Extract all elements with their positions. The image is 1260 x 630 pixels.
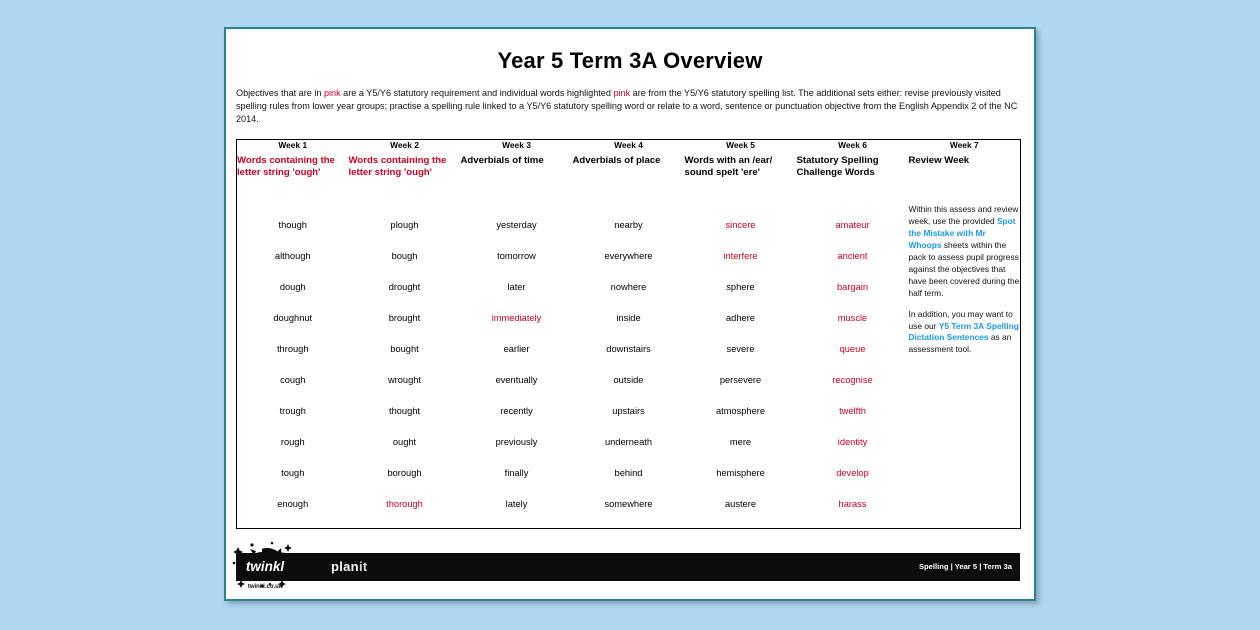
spelling-word: borough xyxy=(387,468,422,479)
spelling-word: bargain xyxy=(836,282,868,293)
spelling-word: develop xyxy=(836,468,869,479)
spelling-word-list xyxy=(573,204,685,528)
spelling-word: tough xyxy=(281,468,305,479)
week-number-label: Week 7 xyxy=(949,139,979,150)
spelling-word-list xyxy=(349,204,461,528)
spelling-word: atmosphere xyxy=(715,406,766,417)
table-body-cell-week-5 xyxy=(685,204,797,529)
spelling-word: later xyxy=(507,282,526,293)
spelling-word: somewhere xyxy=(604,499,653,510)
spelling-word: behind xyxy=(614,468,643,479)
table-body-cell-week-4 xyxy=(573,204,685,529)
spelling-word: dough xyxy=(279,282,306,293)
table-body-row xyxy=(237,204,1021,529)
spelling-word: immediately xyxy=(491,313,542,324)
resource-link[interactable]: Y5 Term 3A Spelling Dictation Sentences xyxy=(908,320,1019,343)
spelling-word: persevere xyxy=(719,375,762,386)
table-header-cell-week-7 xyxy=(909,139,1021,204)
spelling-word: mere xyxy=(729,437,752,448)
spelling-word: nearby xyxy=(614,220,643,231)
spelling-word: thorough xyxy=(386,499,423,510)
week-number-label: Week 1 xyxy=(278,139,308,150)
spelling-word: yesterday xyxy=(496,220,537,231)
text-run: In addition, you may want to use our xyxy=(908,308,1013,331)
resource-link[interactable]: Spot the Mistake with Mr Whoops xyxy=(908,216,1016,250)
footer-bar xyxy=(236,553,1020,581)
text-run: sheets within the pack to assess pupil progress against the objectives that have been covered during the half term. xyxy=(908,239,1020,298)
spelling-word: doughnut xyxy=(273,313,313,324)
week-number-label: Week 4 xyxy=(614,139,643,150)
page-footer xyxy=(226,553,1034,590)
spelling-word: everywhere xyxy=(604,251,653,262)
brand-it: it xyxy=(358,559,368,574)
spelling-word: identity xyxy=(837,437,868,448)
table-header-cell-week-5 xyxy=(685,139,797,204)
review-paragraph xyxy=(909,204,1021,299)
spelling-word: enough xyxy=(277,499,309,510)
text-run: Objectives that are in xyxy=(236,88,324,98)
spelling-word: amateur xyxy=(835,220,870,231)
spelling-word: ought xyxy=(392,437,417,448)
table-body-cell-week-3 xyxy=(461,204,573,529)
spelling-word: recently xyxy=(500,406,533,417)
spelling-word: tomorrow xyxy=(497,251,536,262)
table-body-cell-week-7 xyxy=(909,204,1021,529)
review-paragraph xyxy=(909,309,1021,357)
spelling-word: austere xyxy=(724,499,756,510)
table-header-cell-week-3 xyxy=(461,139,573,204)
week-number-label: Week 6 xyxy=(838,139,867,150)
week-objective-label: Adverbials of place xyxy=(572,154,661,166)
document-page xyxy=(224,27,1036,601)
spelling-word: hemisphere xyxy=(716,468,765,479)
spelling-word: upstairs xyxy=(612,406,645,417)
spelling-word: twelfth xyxy=(839,406,866,417)
spelling-word: sincere xyxy=(725,220,756,231)
spelling-word: adhere xyxy=(726,313,755,324)
spelling-word: cough xyxy=(280,375,306,386)
table-header-cell-week-2 xyxy=(349,139,461,204)
week-number-label: Week 5 xyxy=(726,139,755,150)
pink-highlight: pink xyxy=(323,88,341,98)
spelling-word: thought xyxy=(388,406,421,417)
twinkl-url: twinkl.co.uk xyxy=(247,584,283,590)
week-objective-label: Adverbials of time xyxy=(460,154,544,166)
week-number-label: Week 3 xyxy=(502,139,531,150)
spelling-word-list xyxy=(237,204,349,528)
spelling-word: harass xyxy=(838,499,867,510)
text-run: as an assessment tool. xyxy=(908,332,1012,355)
spelling-word: sphere xyxy=(726,282,755,293)
spelling-word: interfere xyxy=(723,251,758,262)
spelling-word: through xyxy=(276,344,309,355)
spelling-word: severe xyxy=(726,344,755,355)
spelling-word: wrought xyxy=(387,375,422,386)
text-run: are a Y5/Y6 statutory requirement and individual words highlighted xyxy=(340,88,614,98)
twinkl-wordmark: twinkl xyxy=(245,559,285,574)
spelling-word: drought xyxy=(388,282,421,293)
text-run: are from the Y5/Y6 statutory spelling list. The additional sets either: revise previously visited spelling rules from lower year groups; practise a spelling rule linked to a Y5/Y6 statutory spelling word or relate to a word, sentence or punctuation objective from the English Appendix 2 of the NC 2014. xyxy=(236,88,1018,124)
week-number-label: Week 2 xyxy=(390,139,419,150)
spelling-word-list xyxy=(461,204,573,528)
table-header-row xyxy=(237,139,1021,204)
spelling-word: queue xyxy=(839,344,866,355)
spelling-word-list xyxy=(797,204,909,528)
spelling-word: ancient xyxy=(837,251,868,262)
table-header-cell-week-1 xyxy=(237,139,349,204)
spelling-word: eventually xyxy=(495,375,538,386)
overview-table xyxy=(236,139,1021,530)
week-objective-label: Words containing the letter string 'ough' xyxy=(237,154,335,179)
spelling-word: recognise xyxy=(832,375,873,386)
spelling-word: underneath xyxy=(604,437,653,448)
spelling-word: lately xyxy=(505,499,528,510)
table-header-cell-week-6 xyxy=(797,139,909,204)
intro-paragraph xyxy=(236,87,1024,126)
spelling-word: although xyxy=(274,251,311,262)
spelling-word-list xyxy=(685,204,797,528)
spelling-word: nowhere xyxy=(610,282,647,293)
spelling-word: downstairs xyxy=(606,344,651,355)
table-body-cell-week-2 xyxy=(349,204,461,529)
week-objective-label: Statutory Spelling Challenge Words xyxy=(796,154,879,179)
table-body-cell-week-6 xyxy=(797,204,909,529)
week-objective-label: Review Week xyxy=(908,154,970,166)
spelling-word: bough xyxy=(391,251,418,262)
table-body-cell-week-1 xyxy=(237,204,349,529)
page-title: Year 5 Term 3A Overview xyxy=(497,48,763,73)
table-header-cell-week-4 xyxy=(573,139,685,204)
spelling-word: previously xyxy=(495,437,538,448)
spelling-word: muscle xyxy=(837,313,868,324)
brand-plan: plan xyxy=(331,559,359,574)
text-run: Within this assess and review week, use the provided xyxy=(908,204,1019,227)
spelling-word: bought xyxy=(390,344,419,355)
week-objective-label: Words containing the letter string 'ough' xyxy=(348,154,447,179)
spelling-word: brought xyxy=(388,313,421,324)
pink-highlight: pink xyxy=(613,88,631,98)
spelling-word: rough xyxy=(280,437,305,448)
spelling-word: plough xyxy=(390,220,419,231)
spelling-word: though xyxy=(278,220,307,231)
footer-subject-label: Spelling | Year 5 | Term 3a xyxy=(918,562,1012,571)
spelling-word: trough xyxy=(279,406,306,417)
spelling-word: inside xyxy=(616,313,641,324)
spelling-word: outside xyxy=(613,375,644,386)
week-objective-label: Words with an /ear/ sound spelt 'ere' xyxy=(684,154,773,179)
twinkl-logo xyxy=(232,539,342,595)
spelling-word: earlier xyxy=(503,344,530,355)
spelling-word: finally xyxy=(504,468,529,479)
